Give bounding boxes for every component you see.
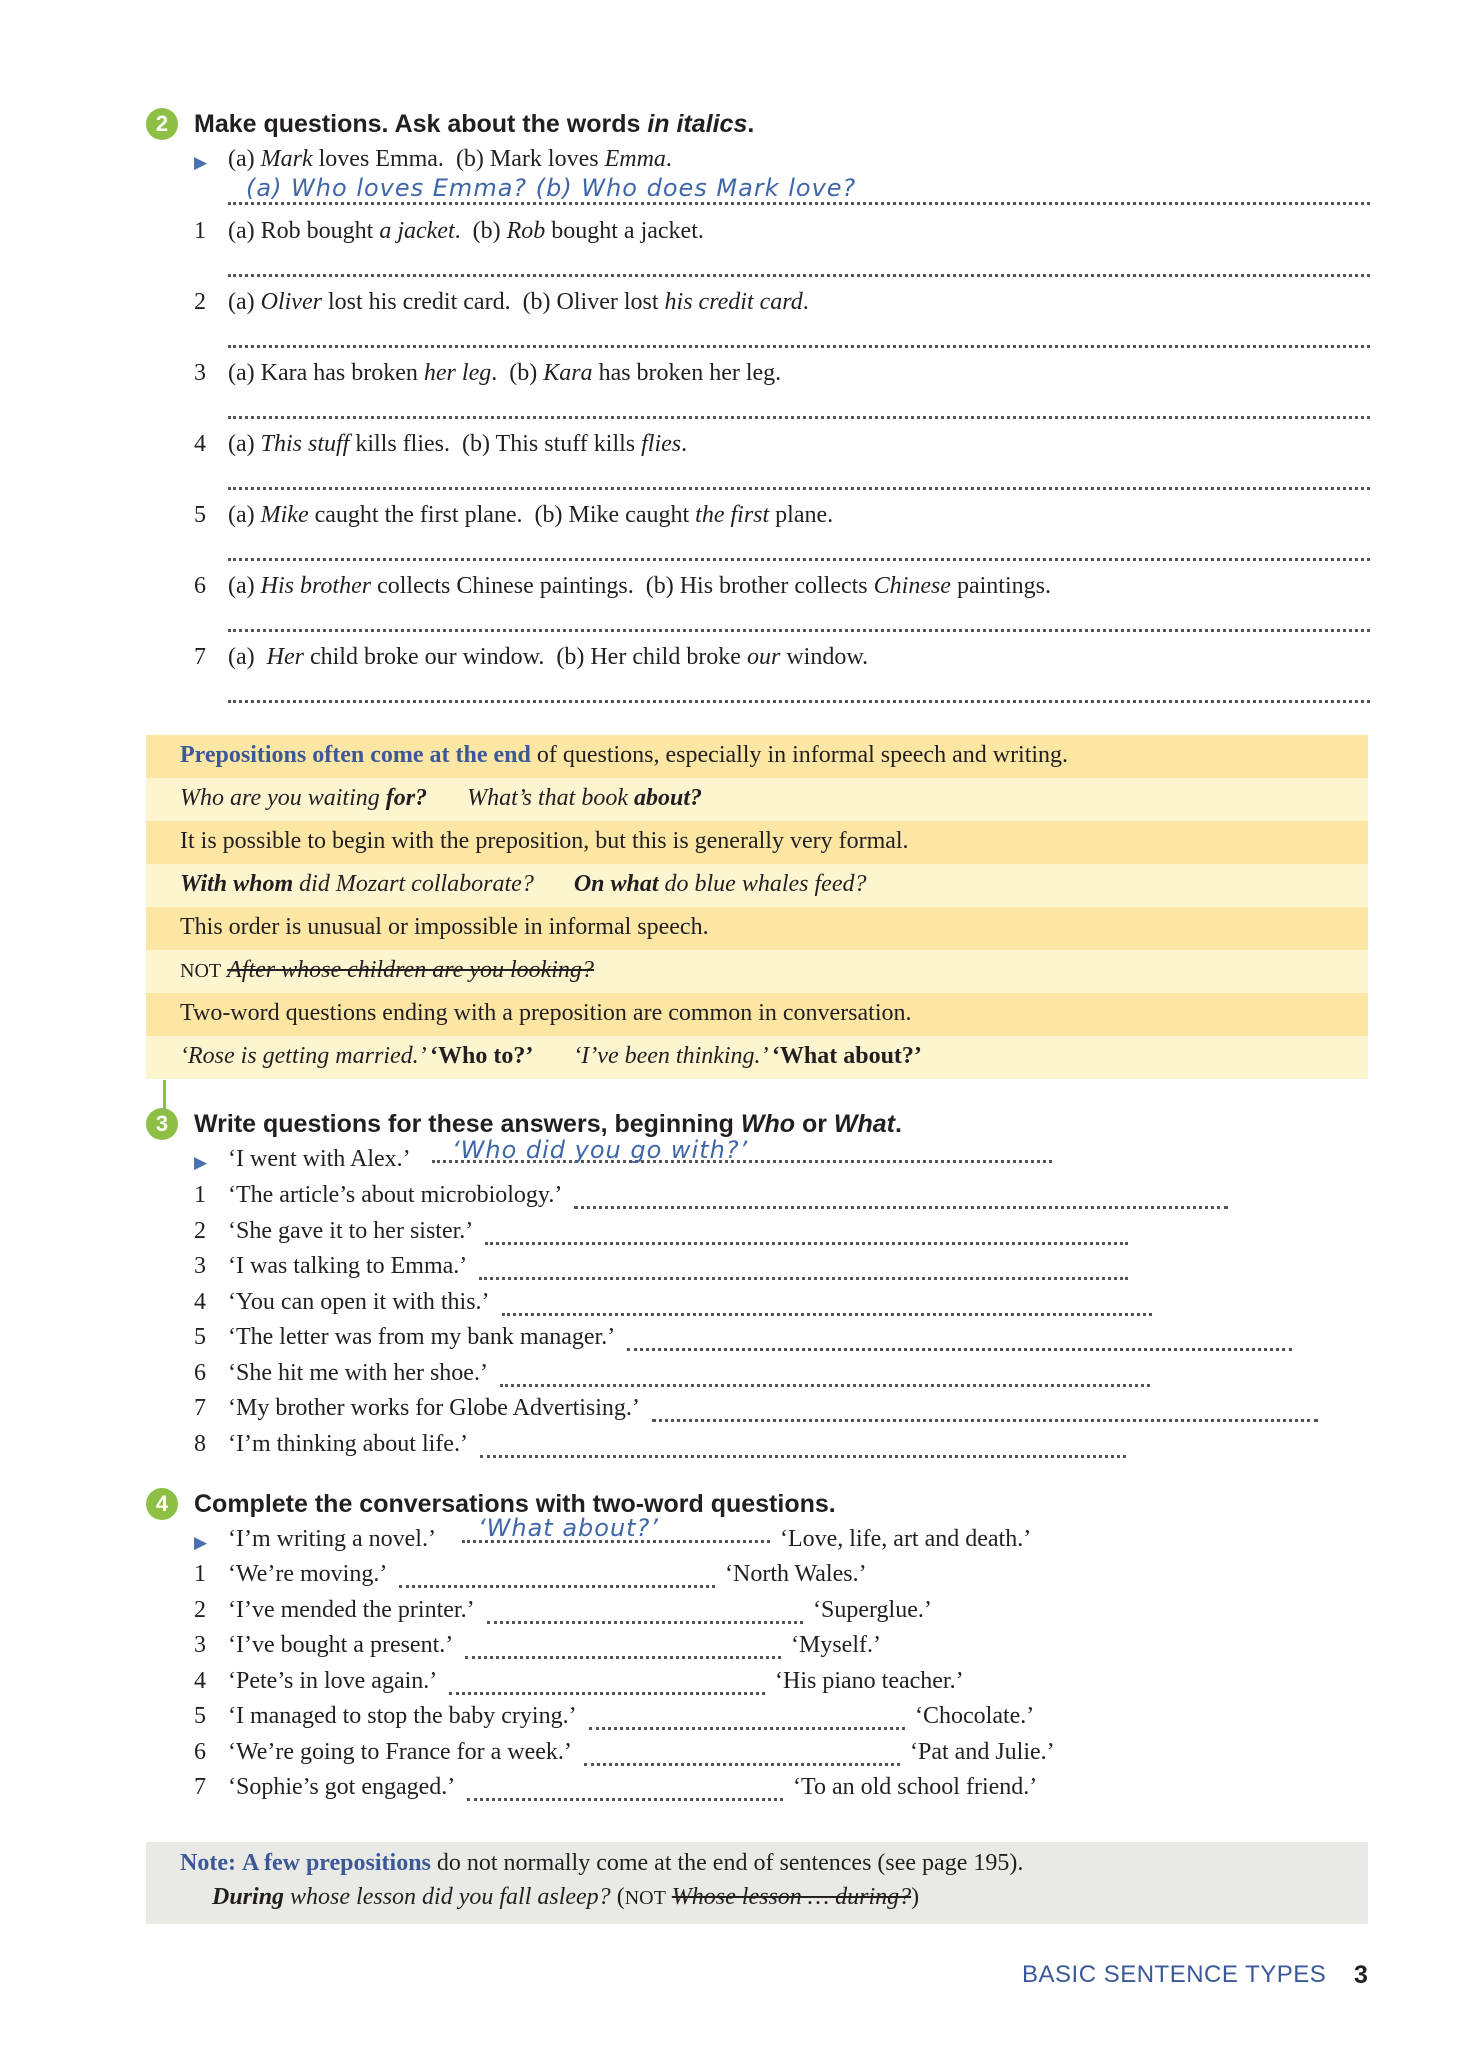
note-line-1	[180, 1850, 1023, 1877]
italic-word: This stuff	[260, 431, 350, 457]
item-number: 7	[194, 1774, 206, 1800]
title-italic: Who	[740, 1110, 795, 1138]
text: collects Chinese paintings. (b) His brother collects	[371, 573, 874, 599]
item-number: 8	[194, 1430, 206, 1457]
note-label: Note:	[180, 1850, 236, 1876]
text: (b) Mark loves	[443, 146, 605, 172]
item-number: 2	[194, 1217, 206, 1244]
prompt-text: ‘Pete’s in love again.’	[228, 1667, 438, 1694]
item-number: 5	[194, 1703, 206, 1729]
italic-word: Emma	[604, 146, 666, 172]
exercise-4-reply: ‘North Wales.’	[725, 1561, 867, 1587]
rule-example-3	[180, 957, 594, 984]
italic-word: flies	[641, 431, 682, 457]
footer-section-title: BASIC SENTENCE TYPES	[1022, 1961, 1327, 1988]
italic-word: Chinese	[873, 573, 951, 599]
answer-line	[228, 487, 1370, 490]
prompt-text: ‘You can open it with this.’	[228, 1288, 490, 1315]
exercise-3-example-answer: ‘Who did you go with?’	[452, 1136, 749, 1164]
text: (a)	[228, 289, 261, 315]
answer-line	[467, 1798, 783, 1801]
text: Who are you waiting	[180, 785, 386, 811]
exercise-3-item	[228, 1218, 473, 1245]
item-number: 1	[194, 218, 206, 244]
answer-line	[228, 274, 1370, 277]
answer-line	[228, 416, 1370, 419]
rule-3: This order is unusual or impossible in informal speech.	[180, 914, 709, 940]
not-label: NOT	[180, 960, 222, 982]
title-text: Write questions for these answers, beginning	[194, 1110, 741, 1138]
bold-word: ‘Who to?’	[429, 1043, 534, 1069]
text: kills flies. (b) This stuff kills	[349, 431, 642, 457]
text: (a)	[228, 573, 261, 599]
exercise-4-example-reply: ‘Love, life, art and death.’	[780, 1526, 1032, 1552]
answer-line	[228, 558, 1370, 561]
text: child broke our window. (b) Her child broke	[303, 644, 747, 670]
exercise-4-example-answer: ‘What about?’	[478, 1514, 659, 1542]
prompt-text: ‘My brother works for Globe Advertising.’	[228, 1395, 640, 1421]
bold-word: about?	[634, 785, 703, 811]
exercise-4-example-arrow	[194, 1528, 207, 1555]
text: plane.	[769, 502, 834, 528]
exercise-4-reply: ‘To an old school friend.’	[793, 1774, 1038, 1800]
italic-word: his credit card	[664, 289, 803, 315]
answer-line	[449, 1692, 765, 1695]
item-number: 7	[194, 1395, 206, 1421]
italic-word: our	[746, 644, 781, 670]
text: window.	[780, 644, 869, 670]
rule-example-2	[180, 871, 866, 898]
exercise-2-item	[228, 644, 868, 671]
item-number: 4	[194, 1288, 206, 1315]
italic-word: Rob	[506, 218, 546, 244]
prompt-text: ‘The letter was from my bank manager.’	[228, 1324, 616, 1350]
text: What’s that book	[467, 785, 634, 811]
bold-word: for?	[385, 785, 428, 811]
text: ‘Rose is getting married.’	[180, 1043, 430, 1069]
bold-word: On what	[573, 871, 659, 897]
rule-example-1	[180, 785, 702, 812]
exercise-3-item	[228, 1324, 615, 1351]
text: (	[610, 1884, 625, 1910]
exercise-4-reply: ‘Superglue.’	[813, 1596, 932, 1623]
exercise-4-reply: ‘His piano teacher.’	[775, 1667, 964, 1694]
exercise-3-item	[228, 1431, 468, 1458]
prompt-text: ‘I managed to stop the baby crying.’	[228, 1703, 577, 1729]
item-number: 3	[194, 1632, 206, 1658]
text: (a) Kara has broken	[228, 360, 424, 386]
italic-word: Mark	[260, 146, 313, 172]
play-arrow-icon: ▶	[194, 153, 208, 172]
text: do not normally come at the end of sentences (see page 195).	[430, 1850, 1024, 1876]
exercise-3-item	[228, 1360, 488, 1387]
exercise-3-item	[228, 1253, 467, 1280]
prompt-text: ‘We’re going to France for a week.’	[228, 1738, 572, 1765]
italic-word: His brother	[260, 573, 372, 599]
exercise-4-number: 4	[146, 1488, 178, 1520]
text: . (b)	[491, 360, 544, 386]
exercise-3-title	[194, 1110, 902, 1139]
exercise-2-example-arrow	[194, 148, 207, 175]
bold-word: ‘What about?’	[771, 1043, 922, 1069]
rule-example-4	[180, 1043, 922, 1070]
text: ‘I’ve been thinking.’	[573, 1043, 772, 1069]
struck-example: Whose lesson … during?	[671, 1884, 912, 1910]
answer-line	[652, 1419, 1318, 1422]
prompt-text: ‘I’m thinking about life.’	[228, 1430, 468, 1457]
text: (a) Rob bought	[228, 218, 380, 244]
exercise-3-item	[228, 1289, 490, 1316]
prompt-text: ‘I’ve bought a present.’	[228, 1632, 454, 1658]
page-number: 3	[1354, 1961, 1368, 1989]
answer-line	[479, 1277, 1128, 1280]
exercise-2-example	[228, 146, 672, 173]
rule-highlight: Prepositions often come at the end	[180, 742, 531, 768]
item-number: 4	[194, 1667, 206, 1694]
exercise-4-reply: ‘Chocolate.’	[915, 1703, 1035, 1729]
text: paintings.	[950, 573, 1051, 599]
item-number: 5	[194, 502, 206, 528]
text: (a)	[228, 502, 261, 528]
text: (a)	[228, 431, 261, 457]
exercise-2-number: 2	[146, 108, 178, 140]
text: .	[802, 289, 809, 315]
title-italic: What	[833, 1110, 896, 1138]
answer-line	[574, 1206, 1228, 1209]
italic-word: a jacket	[379, 218, 455, 244]
italic-word: Her	[266, 644, 304, 670]
title-text: .	[747, 110, 755, 138]
struck-example: After whose children are you looking?	[227, 957, 594, 983]
text: do blue whales feed?	[658, 871, 867, 897]
rule-4: Two-word questions ending with a preposition are common in conversation.	[180, 1000, 912, 1026]
exercise-4-item	[228, 1668, 437, 1695]
item-number: 3	[194, 360, 206, 386]
text: ‘I went with Alex.’	[228, 1146, 411, 1172]
italic-word: Mike	[260, 502, 309, 528]
answer-line	[399, 1585, 715, 1588]
text: loves Emma.	[312, 146, 444, 172]
answer-line	[589, 1727, 905, 1730]
answer-line	[465, 1656, 781, 1659]
prompt-text: ‘We’re moving.’	[228, 1561, 388, 1587]
exercise-4-item	[228, 1774, 455, 1801]
note-highlight: A few prepositions	[241, 1850, 431, 1876]
exercise-3-item	[228, 1182, 562, 1209]
not-label: NOT	[624, 1887, 666, 1909]
answer-line	[228, 345, 1370, 348]
bold-word: With whom	[180, 871, 294, 897]
prompt-text: ‘The article’s about microbiology.’	[228, 1182, 563, 1208]
text: (a)	[228, 644, 267, 670]
text: .	[681, 431, 688, 457]
item-number: 5	[194, 1324, 206, 1350]
text: ‘I’m writing a novel.’	[228, 1526, 436, 1552]
note-line-2	[212, 1884, 919, 1911]
text: .	[665, 146, 672, 172]
exercise-3-number: 3	[146, 1108, 178, 1140]
play-arrow-icon: ▶	[194, 1153, 208, 1172]
prompt-text: ‘She hit me with her shoe.’	[228, 1359, 488, 1386]
exercise-2-item	[228, 218, 704, 245]
answer-line	[228, 700, 1370, 703]
item-number: 6	[194, 1359, 206, 1386]
answer-line	[480, 1455, 1126, 1458]
item-number: 1	[194, 1182, 206, 1208]
text: bought a jacket.	[545, 218, 704, 244]
exercise-4-item	[228, 1703, 577, 1730]
item-number: 7	[194, 644, 206, 670]
exercise-4-item	[228, 1561, 387, 1588]
exercise-3-item	[228, 1395, 640, 1422]
prompt-text: ‘I was talking to Emma.’	[228, 1253, 468, 1279]
exercise-2-item	[228, 573, 1051, 600]
item-number: 4	[194, 431, 206, 457]
exercise-4-title: Complete the conversations with two-word questions.	[194, 1490, 836, 1518]
exercise-4-item	[228, 1597, 475, 1624]
text: . (b)	[454, 218, 507, 244]
answer-line	[500, 1384, 1150, 1387]
title-text: Make questions. Ask about the words	[194, 110, 648, 138]
exercise-4-item	[228, 1739, 572, 1766]
italic-word: her leg	[423, 360, 492, 386]
answer-line	[584, 1763, 900, 1766]
exercise-4-reply: ‘Pat and Julie.’	[910, 1738, 1055, 1765]
exercise-2-item	[228, 431, 687, 458]
italic-word: the first	[695, 502, 770, 528]
text: caught the first plane. (b) Mike caught	[308, 502, 696, 528]
item-number: 1	[194, 1561, 206, 1587]
exercise-3-example-arrow	[194, 1148, 207, 1175]
exercise-3-example	[228, 1146, 411, 1173]
exercise-4-reply: ‘Myself.’	[791, 1632, 881, 1658]
answer-line	[487, 1621, 803, 1624]
exercise-4-example	[228, 1526, 436, 1553]
text: whose lesson did you fall asleep?	[284, 1884, 611, 1910]
exercise-2-item	[228, 502, 833, 529]
answer-line	[228, 629, 1370, 632]
italic-word: Oliver	[260, 289, 322, 315]
prompt-text: ‘Sophie’s got engaged.’	[228, 1774, 456, 1800]
item-number: 2	[194, 1596, 206, 1623]
text: lost his credit card. (b) Oliver lost	[321, 289, 665, 315]
exercise-2-title	[194, 110, 754, 139]
title-text: or	[795, 1110, 834, 1138]
prompt-text: ‘She gave it to her sister.’	[228, 1217, 474, 1244]
title-text: .	[895, 1110, 902, 1138]
exercise-2-item	[228, 360, 781, 387]
title-italic: in italics	[647, 110, 748, 138]
exercise-4-item	[228, 1632, 453, 1659]
text: )	[911, 1884, 920, 1910]
item-number: 6	[194, 1738, 206, 1765]
rule-1	[180, 742, 1068, 769]
exercise-2-item	[228, 289, 809, 316]
text: (a)	[228, 146, 261, 172]
item-number: 2	[194, 289, 206, 315]
italic-word: Kara	[543, 360, 593, 386]
item-number: 6	[194, 573, 206, 599]
play-arrow-icon: ▶	[194, 1533, 208, 1552]
answer-line	[485, 1242, 1128, 1245]
answer-line	[228, 202, 1370, 205]
answer-line	[627, 1348, 1292, 1351]
prompt-text: ‘I’ve mended the printer.’	[228, 1596, 475, 1623]
text: of questions, especially in informal speech and writing.	[530, 742, 1069, 768]
text: has broken her leg.	[592, 360, 782, 386]
answer-line	[502, 1313, 1152, 1316]
text: did Mozart collaborate?	[293, 871, 534, 897]
bold-word: During	[212, 1884, 285, 1910]
section-connector	[163, 1080, 166, 1110]
rule-2: It is possible to begin with the preposition, but this is generally very formal.	[180, 828, 909, 854]
item-number: 3	[194, 1253, 206, 1279]
exercise-2-example-answer: (a) Who loves Emma? (b) Who does Mark love?	[246, 174, 857, 202]
